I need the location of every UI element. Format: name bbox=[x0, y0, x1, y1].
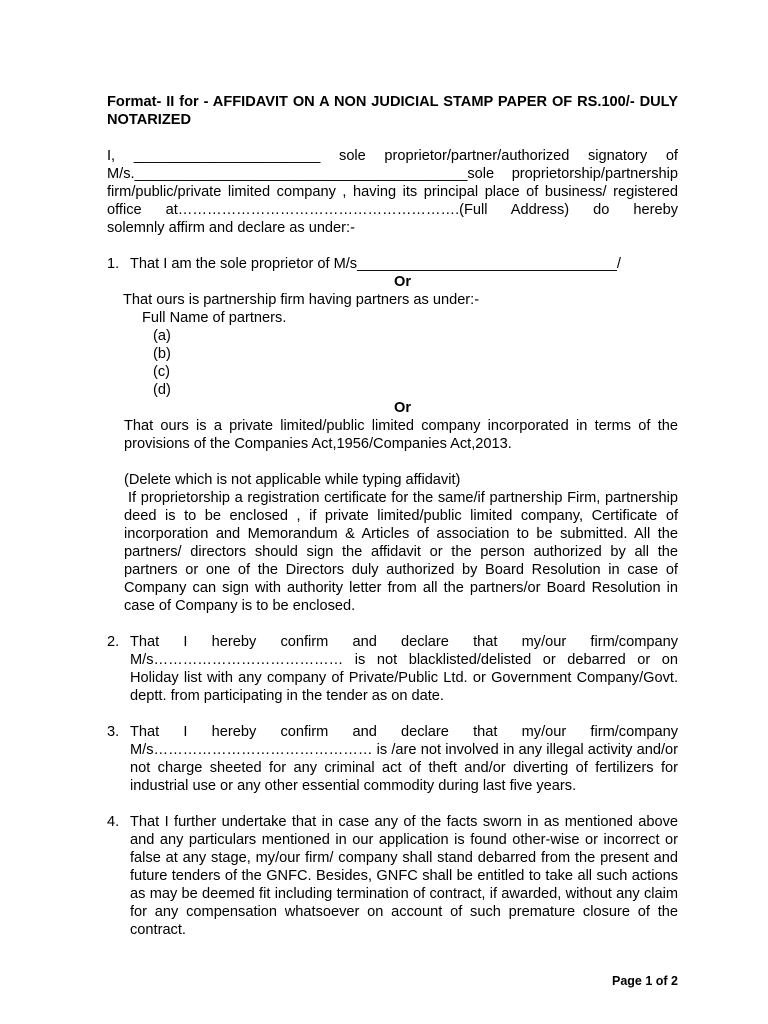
delete-note: (Delete which is not applicable while typing affidavit) bbox=[124, 472, 461, 488]
clause-number: 2. bbox=[107, 634, 120, 650]
clause-4 bbox=[107, 813, 678, 939]
clause-4-text: That I further undertake that in case any of the facts sworn in as mentioned above and any particulars mentioned in our application is found other-wise or incorrect or false at any stage, my/our firm/ company shall stand debarred from the present and future tenders of the GNFC. Besides, GNFC shall be entitled to take all such actions as may be deemed fit including termination of contract, if awarded, without any claim for any compensation whatsoever on account of such premature closure of the contract. bbox=[130, 814, 678, 938]
instructions-text: If proprietorship a registration certificate for the same/if partnership Firm, partnership deed is to be enclosed , if private limited/public limited company, Certificate of incorporation and Memorandum & Articles of association to be submitted. All the partners/ directors should sign the affidavit or the person authorized by all the partners or one of the Directors duly authorized by Board Resolution in case of Company can sign with authority letter from all the partners/or Board Resolution in case of Company is to be enclosed. bbox=[124, 490, 678, 614]
partnership-text: That ours is partnership firm having partners as under:- bbox=[123, 292, 480, 308]
clause-number: 1. bbox=[107, 256, 120, 272]
full-name-label: Full Name of partners. bbox=[142, 310, 287, 326]
partner-item: (c) bbox=[153, 364, 171, 380]
or-separator: Or bbox=[393, 274, 412, 290]
partner-list bbox=[123, 327, 678, 399]
document-title: Format- II for - AFFIDAVIT ON A NON JUDICIAL STAMP PAPER OF RS.100/- DULY NOTARIZED bbox=[107, 94, 678, 128]
page-number: Page 1 of 2 bbox=[612, 974, 678, 988]
intro-line: firm/public/private limited company , having its principal place of business/ registered bbox=[107, 184, 678, 200]
clause-3 bbox=[107, 723, 678, 795]
clause-3-text: That I hereby confirm and declare that my/our firm/company M/s……………………………………… is /are not involved in any illegal activity and/or not charge sheeted for any criminal act of theft and/or diverting of fertilizers for industrial use or any other essential commodity during last five years. bbox=[130, 724, 678, 794]
company-section bbox=[107, 417, 678, 615]
partner-item: (a) bbox=[153, 328, 171, 344]
partnership-section bbox=[107, 291, 678, 399]
or-separator: Or bbox=[393, 400, 412, 416]
intro-line: solemnly affirm and declare as under:- bbox=[107, 220, 355, 236]
clause-2-text: That I hereby confirm and declare that my/our firm/company M/s………………………………… is not blacklisted/delisted or debarred or on Holiday list with any company of Private/Public Ltd. or Government Company/Govt. deptt. from participating in the tender as on date. bbox=[130, 634, 678, 704]
clause-number: 4. bbox=[107, 814, 120, 830]
intro-line: office at………………………………………………….(Full Address) do hereby bbox=[107, 202, 678, 218]
intro-line: I, _______________________ sole proprietor/partner/authorized signatory of bbox=[107, 148, 678, 164]
intro-line: M/s._________________________________________sole proprietorship/partnership bbox=[107, 166, 678, 182]
clause-1 bbox=[107, 255, 678, 273]
partner-item: (d) bbox=[153, 382, 171, 398]
clause-1-text: That I am the sole proprietor of M/s________________________________/ bbox=[130, 256, 621, 272]
clause-number: 3. bbox=[107, 724, 120, 740]
intro-paragraph bbox=[107, 147, 678, 237]
company-text: That ours is a private limited/public limited company incorporated in terms of the provisions of the Companies Act,1956/Companies Act,2013. bbox=[124, 418, 678, 452]
partner-item: (b) bbox=[153, 346, 171, 362]
clause-2 bbox=[107, 633, 678, 705]
